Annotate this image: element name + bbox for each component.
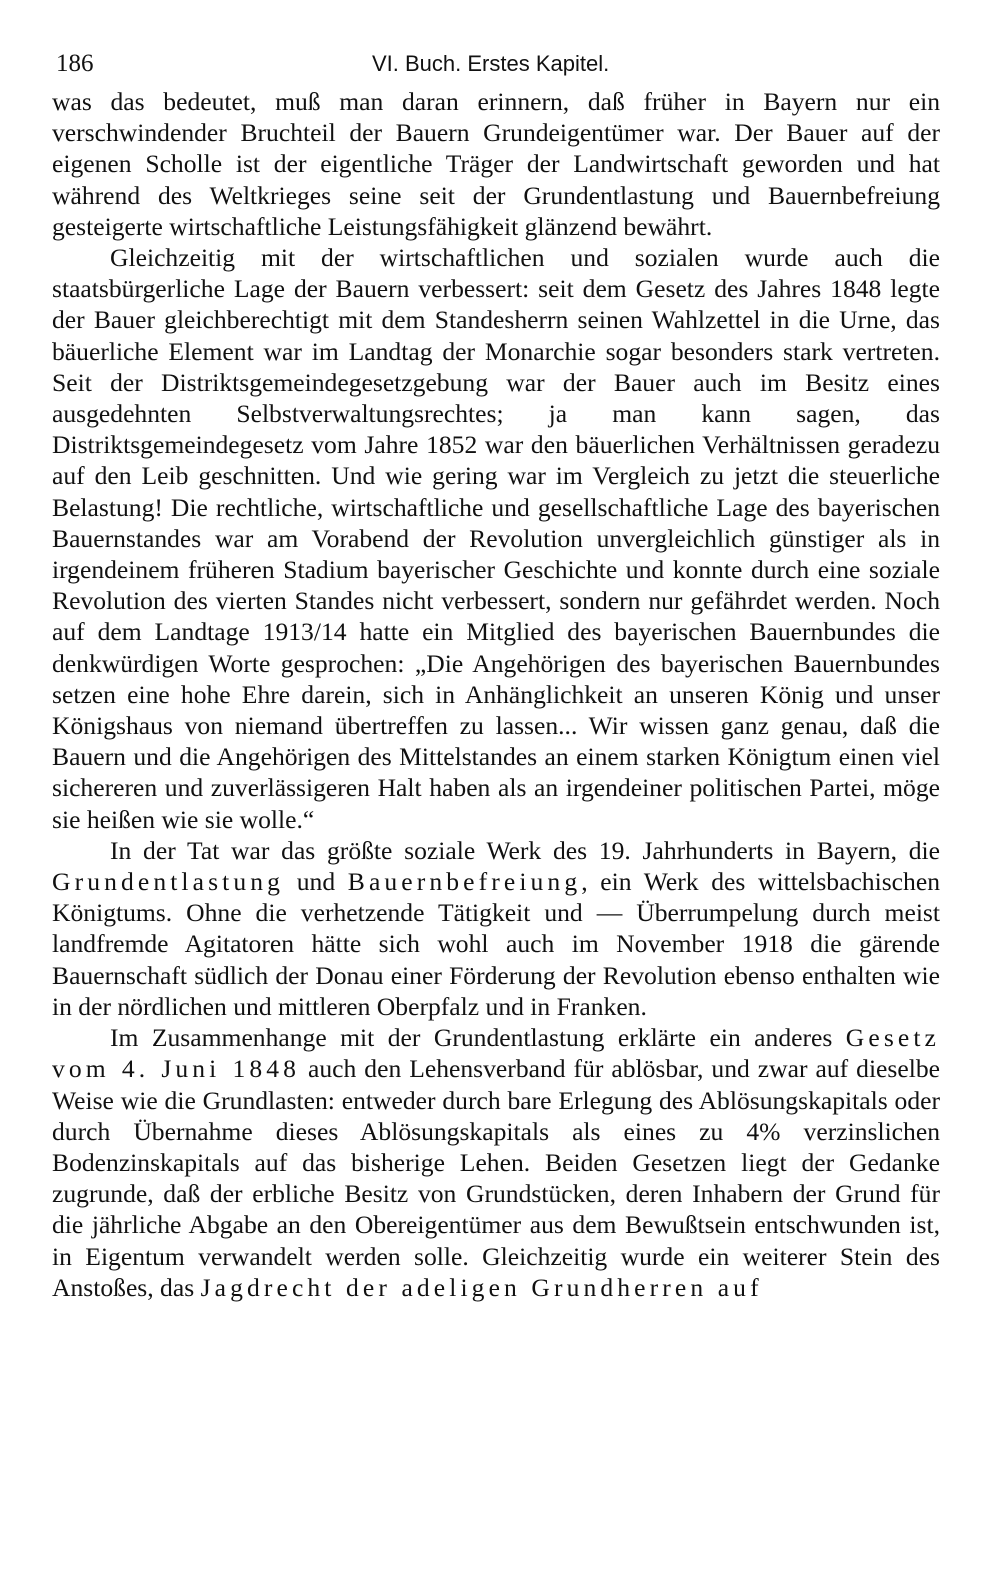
paragraph-1: was das bedeutet, muß man daran erinnern, daß früher in Bayern nur ein verschwindender Bruchteil der Bauern Grundeigentümer war. Der Bauer auf der eigenen Scholle ist der eigentliche Träger der Landwirtschaft geworden und hat während des Weltkrieges seine seit der Grundentlastung und Bauernbefreiung gesteigerte wirtschaftliche Leistungsfähigkeit glänzend bewährt. <box>52 87 940 241</box>
paragraph-4-text: auch den Lehensverband für ablösbar, und zwar auf dieselbe Weise wie die Grundlasten: entweder durch bare Erlegung des Ablösungskapitals oder durch Übernahme dieses Ablösungskapitals als eines zu 4% verzinslichen Bodenzinskapitals auf das bisherige Lehen. Beiden Gesetzen liegt der Gedanke zugrunde, daß der erbliche Besitz von Grundstücken, deren Inhabern der Grund für die jährliche Abgabe an den Obereigentümer aus dem Bewußtsein entschwunden ist, in Eigentum verwandelt werden solle. Gleichzeitig wurde ein weiterer Stein des Anstoßes, das <box>52 1054 941 1302</box>
emphasis-gesetz-date: Gesetz vom 4. Juni 1848 <box>52 1023 940 1084</box>
paragraph-3 <box>52 835 940 1022</box>
book-page <box>52 42 940 1303</box>
paragraph-2: Gleichzeitig mit der wirtschaftlichen und sozialen wurde auch die staatsbürgerliche Lage der Bauern verbessert: seit dem Gesetz des Jahres 1848 legte der Bauer gleichberechtigt mit dem Standesherrn seinen Wahlzettel in die Urne, das bäuerliche Element war im Landtag der Monarchie sogar besonders stark vertreten. Seit der Distriktsgemeindegesetzgebung war der Bauer auch im Besitz eines ausgedehnten Selbstverwaltungsrechtes; ja man kann sagen, das Distriktsgemeindegesetz vom Jahre 1852 war den bäuerlichen Verhältnissen geradezu auf den Leib geschnitten. Und wie gering war im Vergleich zu jetzt die steuerliche Belastung! Die rechtliche, wirtschaftliche und gesellschaftliche Lage des bayerischen Bauernstandes war am Vorabend der Revolution unvergleichlich günstiger als in irgendeinem früheren Stadium bayerischer Geschichte und konnte durch eine soziale Revolution des vierten Standes nicht verbessert, sondern nur gefährdet werden. Noch auf dem Landtage 1913/14 hatte ein Mitglied des bayerischen Bauernbundes die denkwürdigen Worte gesprochen: „Die Angehörigen des bayerischen Bauernbundes setzen eine hohe Ehre darein, sich in Anhänglichkeit an unseren König und unser Königshaus von niemand übertreffen zu lassen... Wir wissen ganz genau, daß die Bauern und die Angehörigen des Mittelstandes an einem starken Königtum einen viel sichereren und zuverlässigeren Halt haben als an irgendeiner politischen Partei, möge sie heißen wie sie wolle.“ <box>52 243 940 834</box>
paragraph-3-text: , ein Werk des wittelsbachischen Königtums. Ohne die verhetzende Tätigkeit und — Überrumpelung durch meist landfremde Agitatoren hätte sich wohl auch im November 1918 die gärende Bauernschaft südlich der Donau einer Förderung der Revolution ebenso enthalten wie in der nördlichen und mittleren Oberpfalz und in Franken. <box>52 867 940 1021</box>
paragraph-4-text: Im Zusammenhange mit der Grundentlastung erklärte ein anderes <box>110 1023 846 1053</box>
paragraph-3-text: In der Tat war das größte soziale Werk des 19. Jahrhunderts in Bayern, die <box>110 835 940 865</box>
emphasis-grundentlastung: Grundentlastung <box>52 867 285 897</box>
page-header <box>52 42 940 86</box>
paragraph-3-text: und <box>284 867 348 897</box>
page-number: 186 <box>56 50 94 77</box>
body-text <box>52 86 940 1303</box>
emphasis-jagdrecht: Jagdrecht der adeligen Grundherren auf <box>200 1272 763 1302</box>
emphasis-bauernbefreiung: Bauernbefreiung <box>347 867 582 897</box>
paragraph-4 <box>52 1022 940 1303</box>
running-head: VI. Buch. Erstes Kapitel. <box>372 51 610 76</box>
